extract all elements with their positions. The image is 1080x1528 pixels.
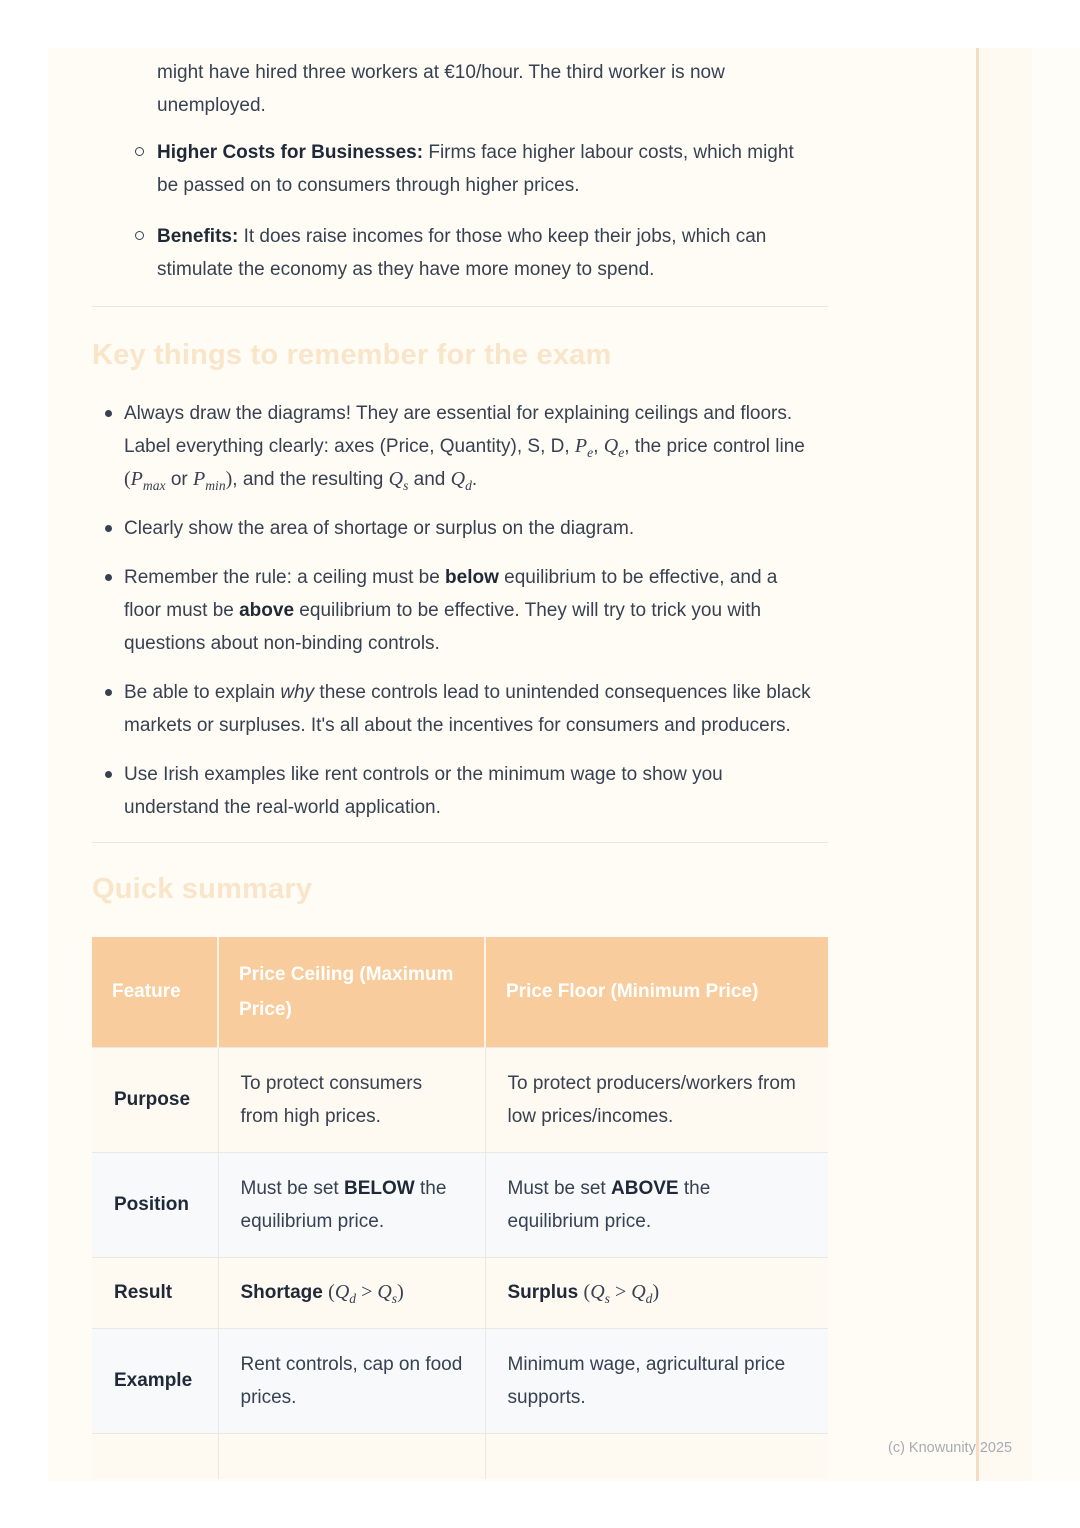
list-item bbox=[92, 136, 932, 202]
cell-floor: Must be set ABOVE the equilibrium price. bbox=[485, 1152, 828, 1257]
row-label bbox=[92, 1433, 218, 1479]
circle-bullet-icon bbox=[135, 147, 144, 156]
cell-ceiling: To protect consumers from high prices. bbox=[218, 1047, 485, 1152]
row-label: Purpose bbox=[92, 1047, 218, 1152]
sub-bullet-list bbox=[92, 136, 932, 286]
section-divider bbox=[92, 306, 828, 307]
section-divider bbox=[92, 842, 828, 843]
cell-floor bbox=[485, 1433, 828, 1479]
page-content bbox=[48, 48, 976, 1479]
list-item bbox=[92, 512, 828, 545]
cell-ceiling: Shortage $(Q_d > Q_s)$ bbox=[218, 1257, 485, 1328]
cell-ceiling: Must be set BELOW the equilibrium price. bbox=[218, 1152, 485, 1257]
list-item bbox=[92, 758, 828, 824]
list-item-text: Always draw the diagrams! They are essential for explaining ceilings and floors. Label everything clearly: axes (Price, Quantity), S, D, $P_e$, $Q_e$, the price control line ($P_{max}$ or $P_{min}$), and the resulting $Q_s$ and $Q_d$. bbox=[124, 403, 805, 493]
copyright-watermark: (c) Knowunity 2025 bbox=[888, 1440, 1013, 1456]
exam-tips-section bbox=[92, 339, 932, 824]
dot-bullet-icon bbox=[105, 525, 112, 532]
exam-bullet-list bbox=[92, 397, 828, 824]
list-item-text: Higher Costs for Businesses: Firms face higher labour costs, which might be passed on to consumers through higher prices. bbox=[157, 142, 794, 196]
list-continuation-text: might have hired three workers at €10/hour. The third worker is now unemployed. bbox=[157, 62, 725, 116]
row-label: Position bbox=[92, 1152, 218, 1257]
dot-bullet-icon bbox=[105, 410, 112, 417]
dot-bullet-icon bbox=[105, 771, 112, 778]
table-row-partial bbox=[92, 1433, 828, 1479]
next-page-edge bbox=[979, 48, 1032, 1481]
list-item bbox=[92, 397, 828, 496]
list-item-text: Be able to explain why these controls lead to unintended consequences like black markets or surpluses. It's all about the incentives for consumers and producers. bbox=[124, 682, 811, 736]
dot-bullet-icon bbox=[105, 574, 112, 581]
list-item bbox=[92, 561, 828, 660]
cell-ceiling bbox=[218, 1433, 485, 1479]
table-row-example bbox=[92, 1328, 828, 1433]
next-page-edge-outer bbox=[1032, 48, 1080, 1481]
section-heading-exam: Key things to remember for the exam bbox=[92, 339, 612, 371]
cell-floor: To protect producers/workers from low prices/incomes. bbox=[485, 1047, 828, 1152]
intro-section bbox=[92, 56, 932, 286]
list-item-text: Clearly show the area of shortage or surplus on the diagram. bbox=[124, 518, 635, 539]
table-row-purpose bbox=[92, 1047, 828, 1152]
section-heading-summary: Quick summary bbox=[92, 873, 313, 905]
cell-floor: Surplus $(Q_s > Q_d)$ bbox=[485, 1257, 828, 1328]
list-item-text: Remember the rule: a ceiling must be below equilibrium to be effective, and a floor must be above equilibrium to be effective. They will try to trick you with questions about non-binding controls. bbox=[124, 567, 778, 654]
row-label: Example bbox=[92, 1328, 218, 1433]
list-item-text: Benefits: It does raise incomes for those who keep their jobs, which can stimulate the economy as they have more money to spend. bbox=[157, 226, 767, 280]
list-item-text: Use Irish examples like rent controls or the minimum wage to show you understand the real-world application. bbox=[124, 764, 723, 818]
cell-ceiling: Rent controls, cap on food prices. bbox=[218, 1328, 485, 1433]
table-row-result bbox=[92, 1257, 828, 1328]
circle-bullet-icon bbox=[135, 231, 144, 240]
table-row-position bbox=[92, 1152, 828, 1257]
header-cell-price-ceiling: Price Ceiling (Maximum Price) bbox=[218, 937, 485, 1047]
cell-floor: Minimum wage, agricultural price supports. bbox=[485, 1328, 828, 1433]
table-header-row bbox=[92, 937, 828, 1047]
header-cell-price-floor: Price Floor (Minimum Price) bbox=[485, 937, 828, 1047]
summary-table bbox=[92, 937, 828, 1479]
list-item bbox=[92, 676, 828, 742]
document-page bbox=[48, 48, 976, 1481]
row-label: Result bbox=[92, 1257, 218, 1328]
dot-bullet-icon bbox=[105, 689, 112, 696]
header-cell-feature: Feature bbox=[92, 937, 218, 1047]
list-item bbox=[92, 220, 932, 286]
quick-summary-section bbox=[92, 873, 932, 1479]
